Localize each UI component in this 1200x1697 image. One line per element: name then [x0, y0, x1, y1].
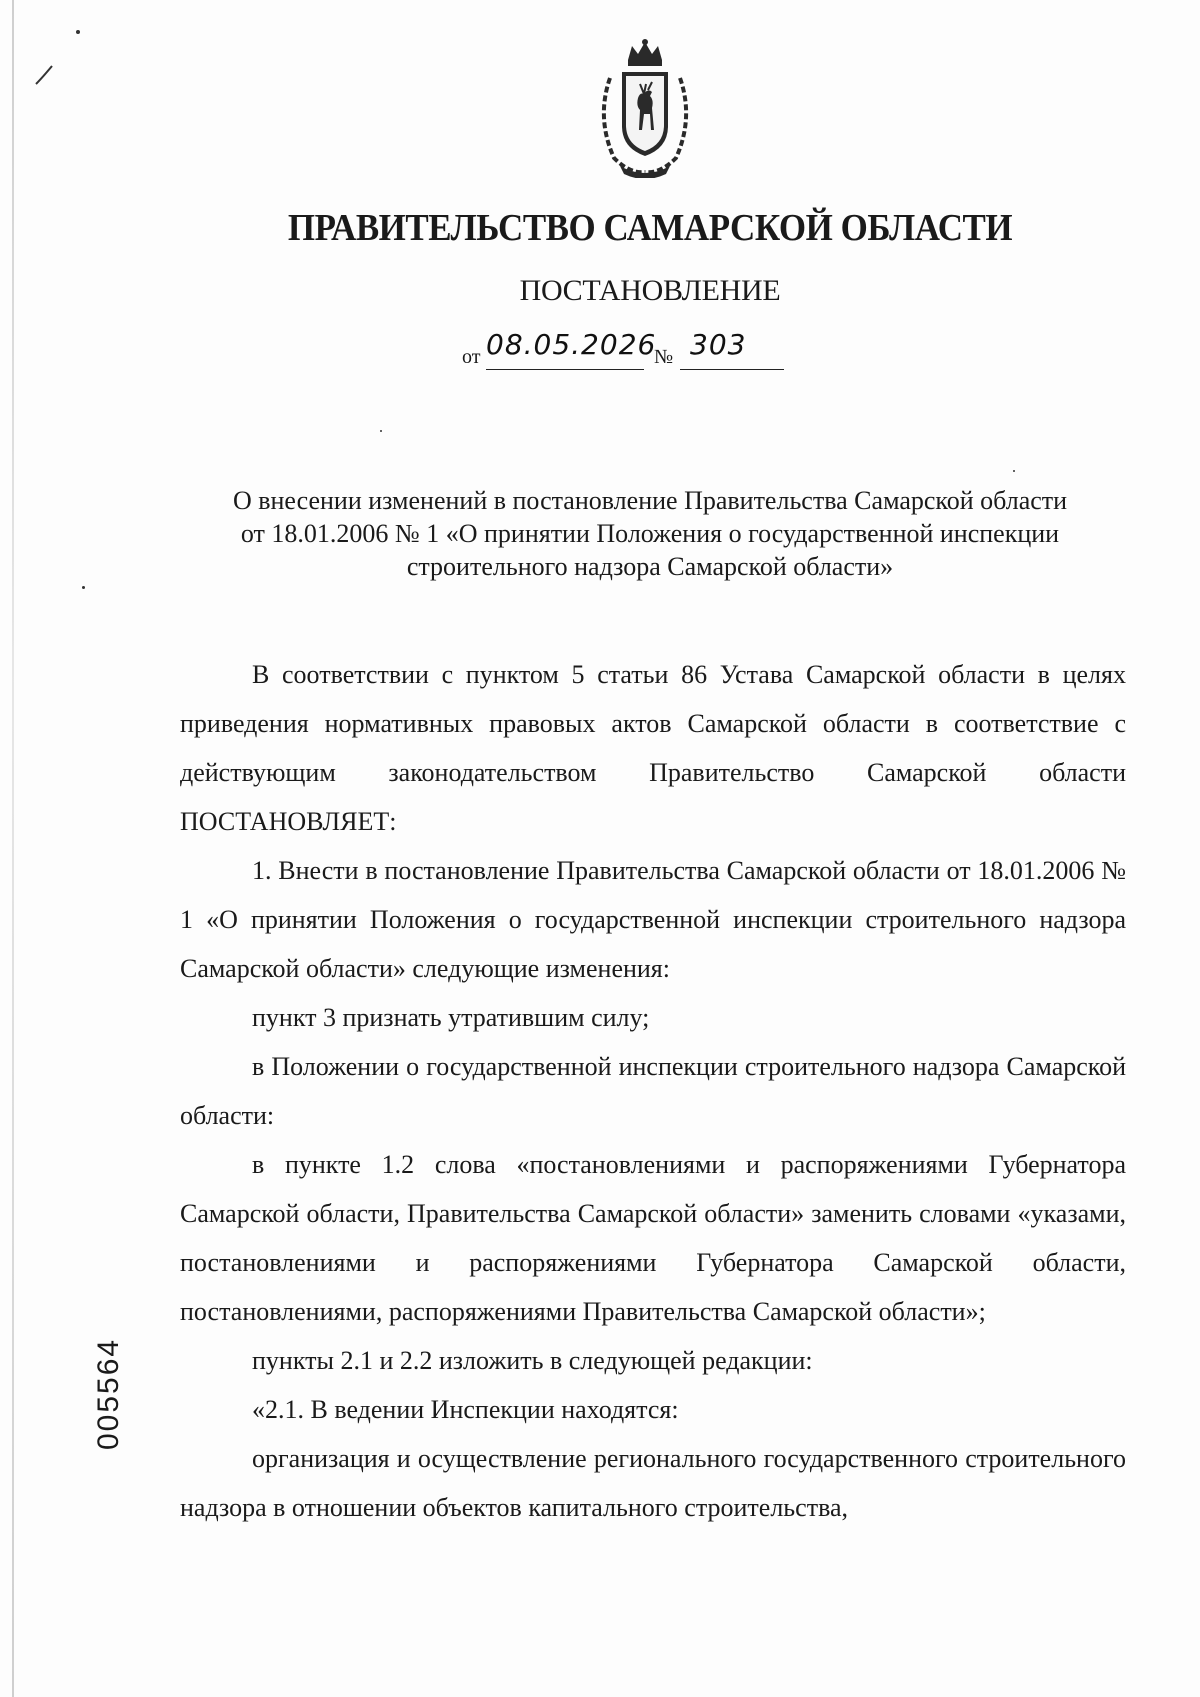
- scan-tick-mark: [34, 64, 56, 88]
- date-underline: [486, 369, 644, 370]
- handwritten-number: 303: [690, 328, 747, 361]
- body-paragraph: в пункте 1.2 слова «постановлениями и распоряжениями Губернатора Самарской области, Правительства Самарской области» заменить словами «указами, постановлениями и распоряжениями Губернатора Самарской области, постановлениями, распоряжениями Правительства Самарской области»;: [180, 1150, 1126, 1326]
- subject-line: от 18.01.2006 № 1 «О принятии Положения о государственной инспекции: [240, 519, 1060, 548]
- date-prefix: от: [462, 346, 481, 368]
- number-prefix: №: [654, 346, 674, 368]
- body-paragraph: 1. Внести в постановление Правительства Самарской области от 18.01.2006 № 1 «О принятии Положения о государственной инспекции строительного надзора Самарской области» следующие изменения:: [180, 856, 1126, 983]
- body-paragraph: В соответствии с пунктом 5 статьи 86 Устава Самарской области в целях приведения нормативных правовых актов Самарской области в соответствие с действующим законодательством Правительство Самарской области ПОСТАНОВЛЯЕТ:: [180, 660, 1126, 836]
- subject-line: строительного надзора Самарской области»: [406, 552, 894, 581]
- scan-left-edge: [12, 0, 14, 1697]
- document-body: [180, 650, 1126, 1532]
- subject-line: О внесении изменений в постановление Правительства Самарской области: [232, 486, 1068, 515]
- government-title: ПРАВИТЕЛЬСТВО САМАРСКОЙ ОБЛАСТИ: [287, 207, 1013, 249]
- body-paragraph: пункты 2.1 и 2.2 изложить в следующей редакции:: [252, 1346, 813, 1375]
- scan-speck: [82, 586, 85, 589]
- body-paragraph: в Положении о государственной инспекции строительного надзора Самарской области:: [180, 1052, 1126, 1130]
- side-serial-number: 005564: [92, 1337, 125, 1450]
- handwritten-date: 08.05.2026: [486, 328, 657, 361]
- scan-speck: [380, 430, 382, 432]
- document-subject: [180, 484, 1120, 583]
- scan-speck: [1013, 470, 1015, 472]
- number-underline: [680, 369, 784, 370]
- samara-coat-of-arms-icon: [590, 38, 700, 178]
- body-paragraph: «2.1. В ведении Инспекции находятся:: [252, 1395, 679, 1424]
- document-type: ПОСТАНОВЛЕНИЕ: [519, 274, 781, 307]
- body-paragraph: организация и осуществление регионального государственного строительного надзора в отношении объектов капитального строительства,: [180, 1444, 1126, 1522]
- scan-speck: [76, 30, 80, 34]
- body-paragraph: пункт 3 признать утратившим силу;: [252, 1003, 650, 1032]
